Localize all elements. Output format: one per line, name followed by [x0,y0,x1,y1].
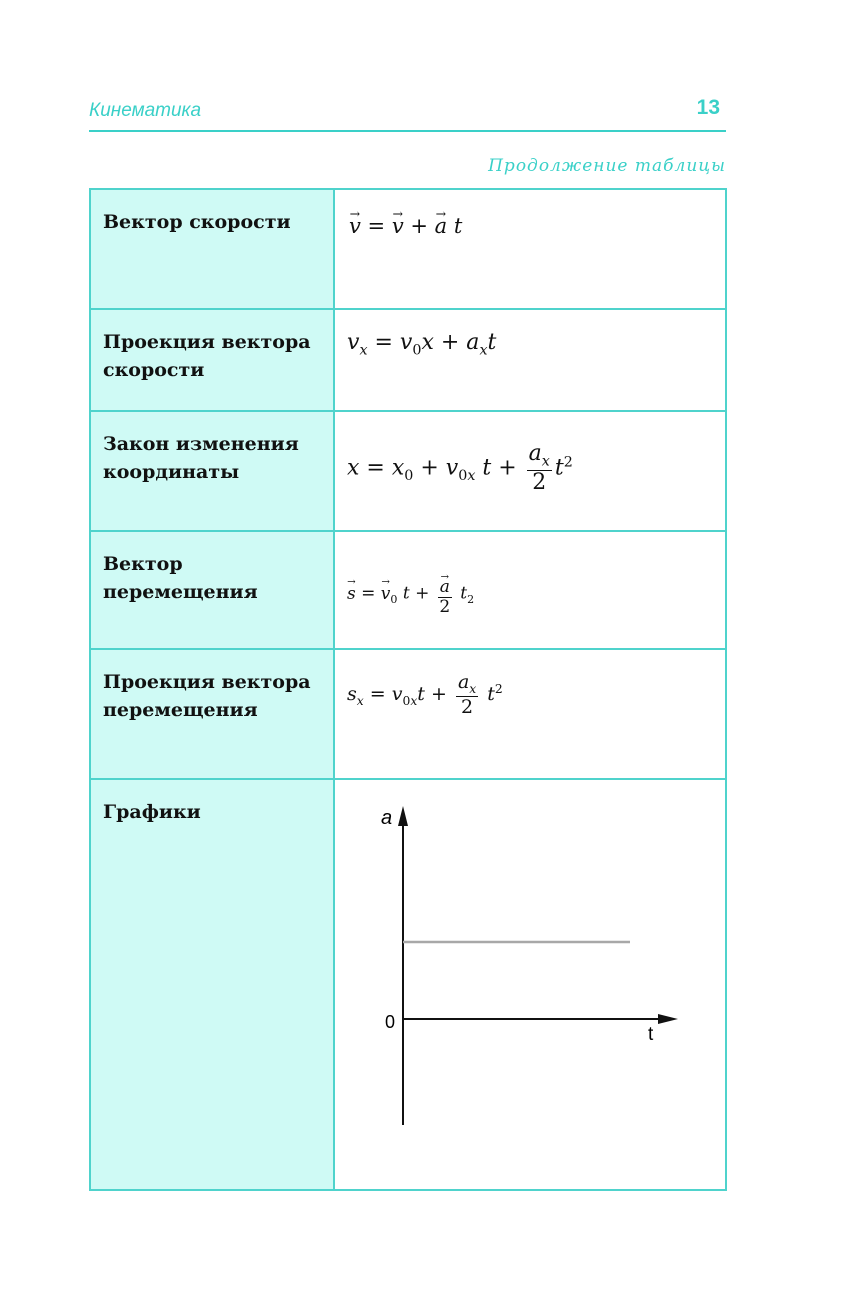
velocity-projection-formula: $v_x = v_0x + a_xt$ [347,330,497,359]
term-cell [90,309,334,411]
x-axis-arrow-icon [658,1014,678,1024]
running-head [89,96,726,132]
term-label: Вектор перемещения [103,553,258,603]
velocity-vector-formula: → v = → v + → a t [335,190,725,238]
x-axis-label: t [648,1024,654,1045]
term-label: Графики [103,801,201,823]
formula-cell [334,411,726,531]
kinematics-table [89,188,727,1191]
origin-label: 0 [385,1012,396,1032]
table-row [90,779,726,1190]
term-cell [90,531,334,649]
term-cell [90,411,334,531]
table-row [90,649,726,779]
continuation-note: Продолжение таблицы [488,156,726,176]
term-cell [90,779,334,1190]
table-row [90,411,726,531]
formula-cell [334,189,726,309]
section-name: Кинематика [89,100,202,121]
term-label: Проекция вектора перемещения [103,671,311,721]
table-row [90,309,726,411]
term-label: Проекция вектора скорости [103,331,311,381]
y-axis-arrow-icon [398,806,408,826]
acceleration-graph [335,780,725,1185]
term-label: Вектор скорости [103,211,291,233]
displacement-projection-formula: $s_x = v_{0x}t$ + $\frac{a_x}{2}$ $t^2$ [347,671,503,719]
page-number: 13 [696,96,720,119]
term-label: Закон изменения координаты [103,433,299,483]
displacement-vector-formula: → s = → $v_0$ t + → $\frac{a}{2}$ $t_2$ [335,532,725,616]
coordinate-law-formula: $x = x_0 + v_{0x}$ t + $\frac{a_x}{2}$ $t^2$ [347,441,573,496]
table-row [90,189,726,309]
table-row [90,531,726,649]
term-cell [90,189,334,309]
term-cell [90,649,334,779]
graph-cell [334,779,726,1190]
y-axis-label: a [381,807,393,829]
formula-cell [334,309,726,411]
formula-cell [334,531,726,649]
formula-cell [334,649,726,779]
